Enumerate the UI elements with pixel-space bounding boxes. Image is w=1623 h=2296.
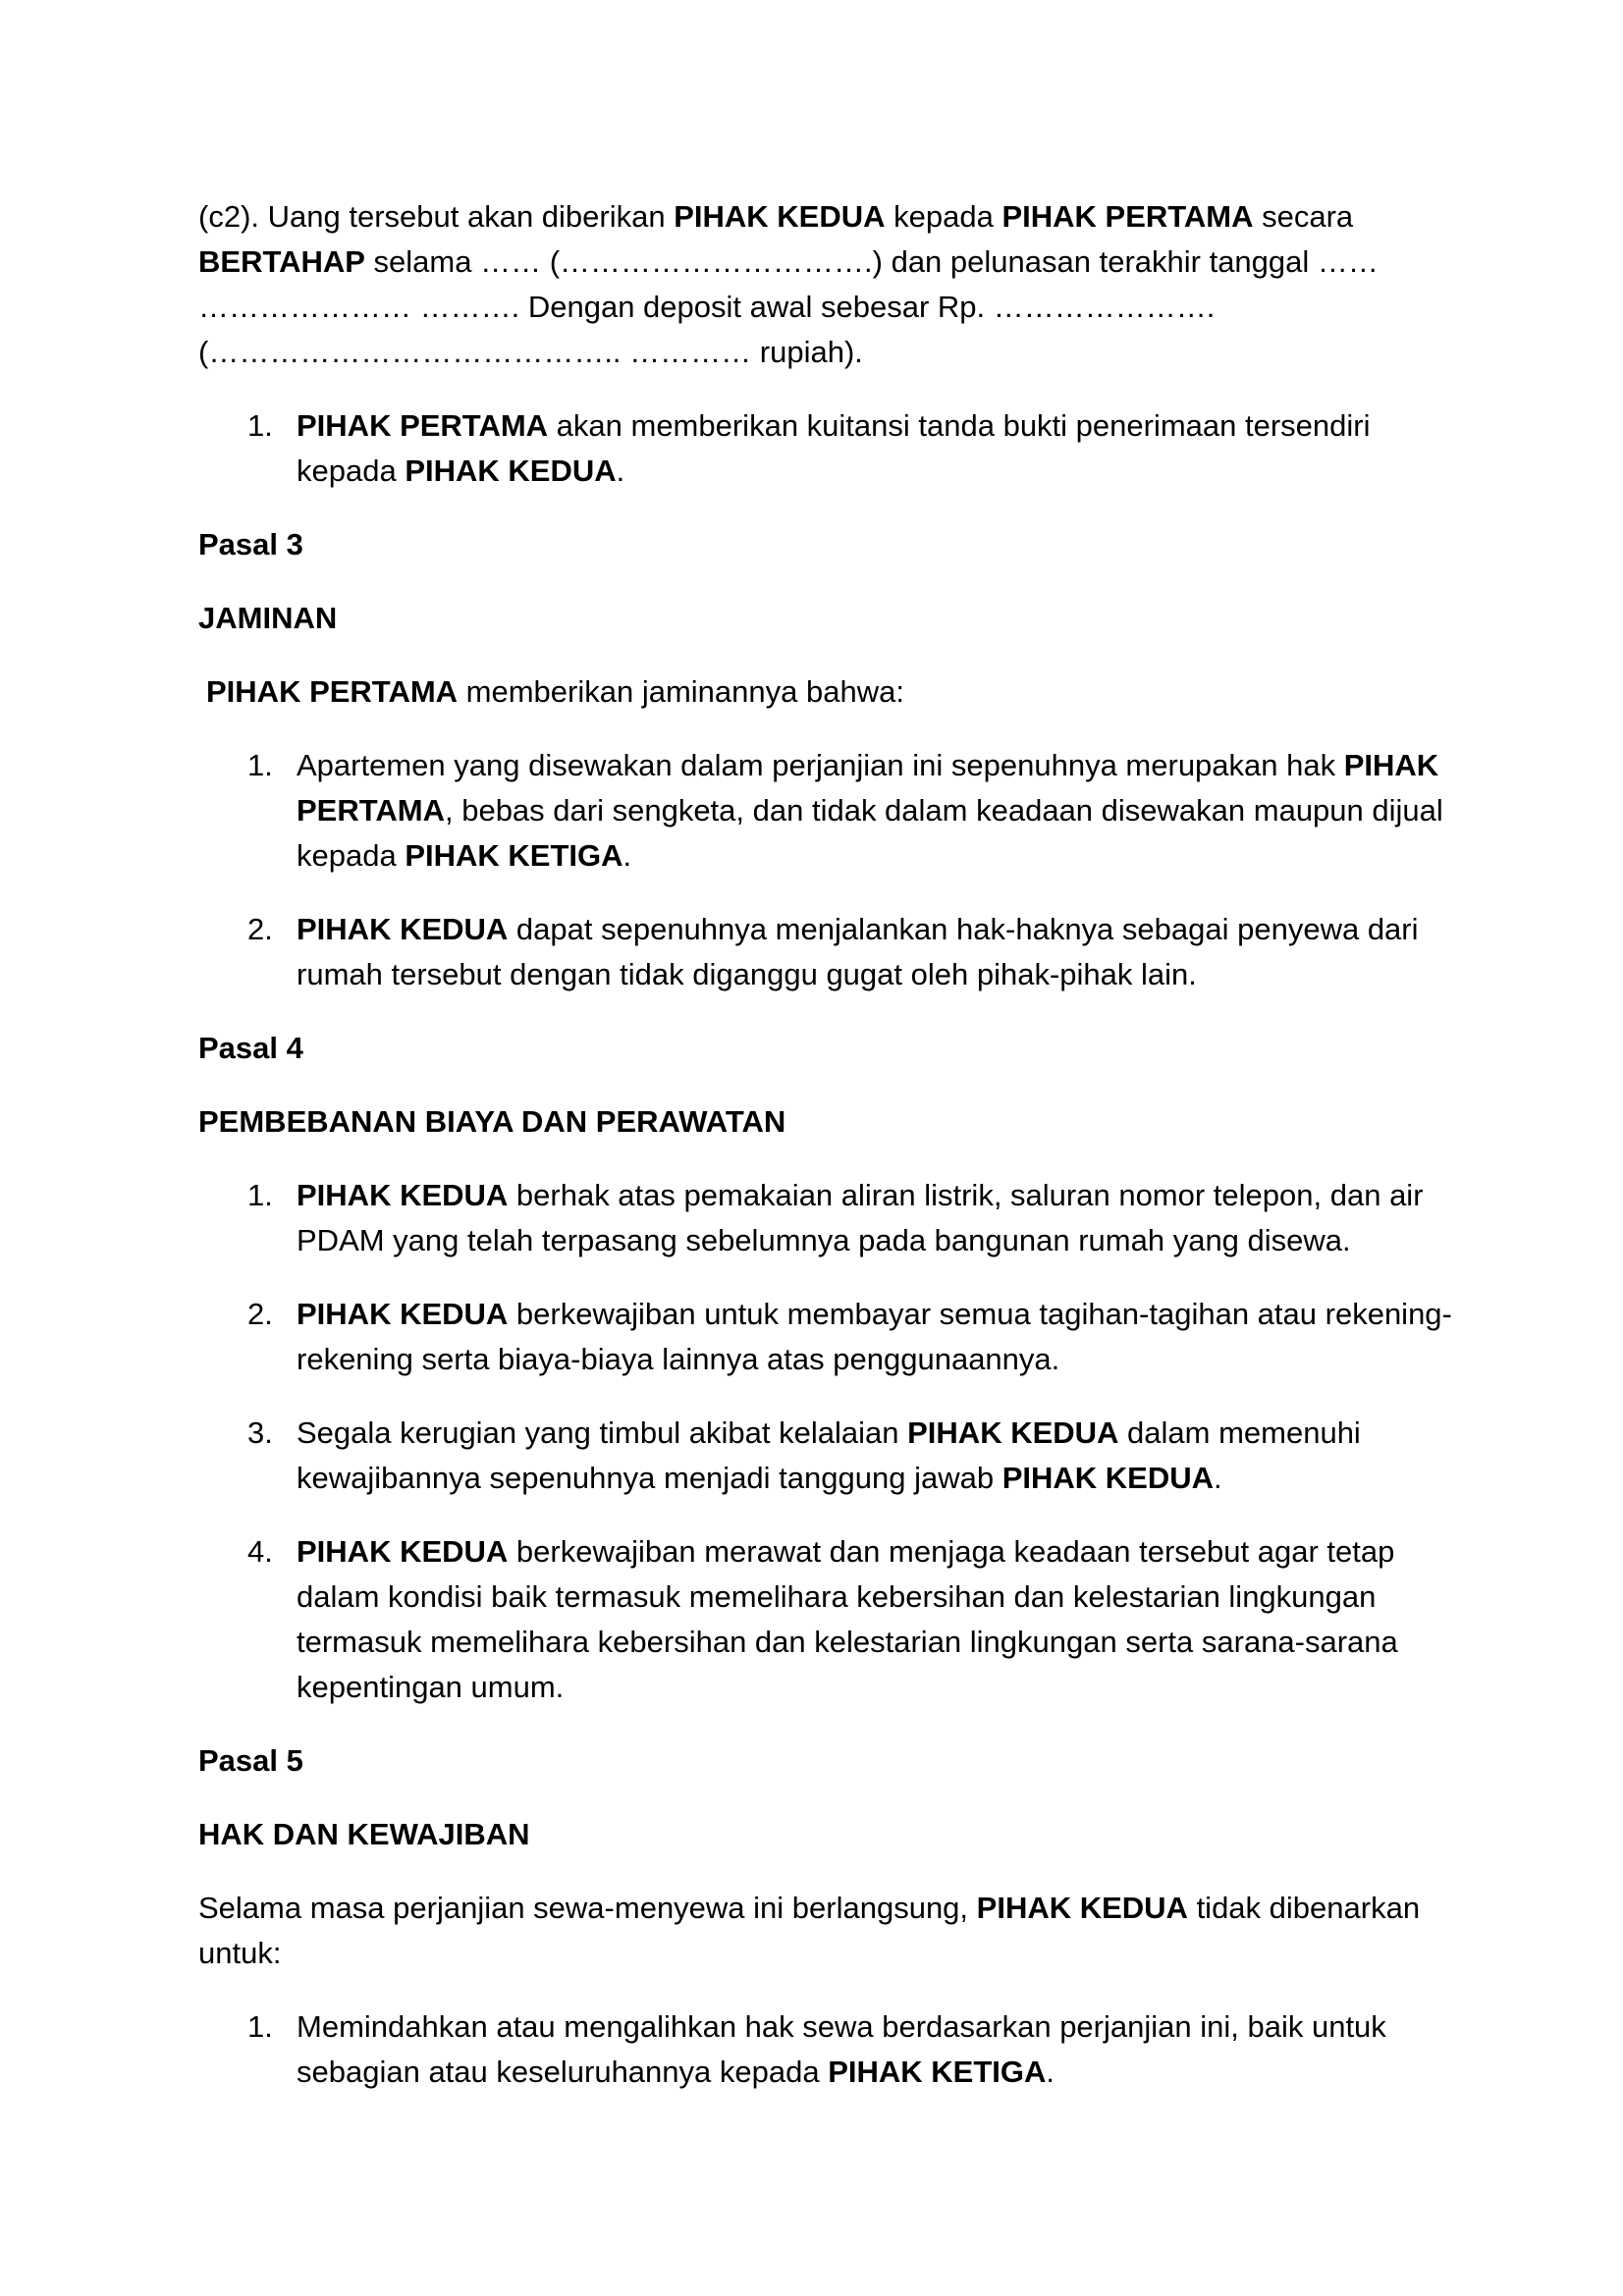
payment-clause-c2: (c2). Uang tersebut akan diberikan PIHAK KEDUA kepada PIHAK PERTAMA secara BERTAHAP selama …… (………………………….) dan pelunasan terakhir tanggal …… ………………… ………. Dengan deposit awal sebesar Rp. …………………. (………………………………….. ………… rupiah). (198, 199, 1379, 369)
list-item: 1. PIHAK PERTAMA akan memberikan kuitansi tanda bukti penerimaan tersendiri kepada PIHAK KEDUA. (247, 408, 1371, 488)
pasal-5-list (198, 2004, 1455, 2095)
pasal-5-intro: Selama masa perjanjian sewa-menyewa ini berlangsung, PIHAK KEDUA tidak dibenarkan untuk: (198, 1891, 1421, 1970)
receipt-list (198, 403, 1455, 494)
pasal-3-list (198, 743, 1455, 997)
list-item: 1. Apartemen yang disewakan dalam perjanjian ini sepenuhnya merupakan hak PIHAK PERTAMA, bebas dari sengketa, dan tidak dalam keadaan disewakan maupun dijual kepada PIHAK KETIGA. (247, 748, 1443, 873)
pasal-3-label: Pasal 3 (198, 527, 303, 561)
list-item: 1. PIHAK KEDUA berhak atas pemakaian aliran listrik, saluran nomor telepon, dan air PDAM yang telah terpasang sebelumnya pada bangunan rumah yang disewa. (247, 1178, 1424, 1257)
pasal-4-list (198, 1173, 1455, 1710)
pasal-5-label: Pasal 5 (198, 1743, 303, 1778)
list-item: 2. PIHAK KEDUA dapat sepenuhnya menjalankan hak-haknya sebagai penyewa dari rumah tersebut dengan tidak diganggu gugat oleh pihak-pihak lain. (247, 912, 1419, 991)
pasal-5-title: HAK DAN KEWAJIBAN (198, 1817, 530, 1851)
list-item: 3. Segala kerugian yang timbul akibat kelalaian PIHAK KEDUA dalam memenuhi kewajibannya sepenuhnya menjadi tanggung jawab PIHAK KEDUA. (247, 1415, 1361, 1495)
list-item: 2. PIHAK KEDUA berkewajiban untuk membayar semua tagihan-tagihan atau rekening-rekening serta biaya-biaya lainnya atas penggunaannya. (247, 1297, 1452, 1376)
pasal-3-title: JAMINAN (198, 601, 338, 635)
pasal-4-label: Pasal 4 (198, 1031, 303, 1065)
list-item: 1. Memindahkan atau mengalihkan hak sewa berdasarkan perjanjian ini, baik untuk sebagian atau keseluruhannya kepada PIHAK KETIGA. (247, 2009, 1386, 2089)
pasal-3-intro: PIHAK PERTAMA memberikan jaminannya bahwa: (206, 674, 904, 709)
pasal-4-title: PEMBEBANAN BIAYA DAN PERAWATAN (198, 1104, 786, 1139)
document-body (198, 194, 1455, 2123)
list-item: 4. PIHAK KEDUA berkewajiban merawat dan menjaga keadaan tersebut agar tetap dalam kondisi baik termasuk memelihara kebersihan dan kelestarian lingkungan termasuk memelihara kebersihan dan kelestarian lingkungan serta sarana-sarana kepentingan umum. (247, 1534, 1398, 1704)
